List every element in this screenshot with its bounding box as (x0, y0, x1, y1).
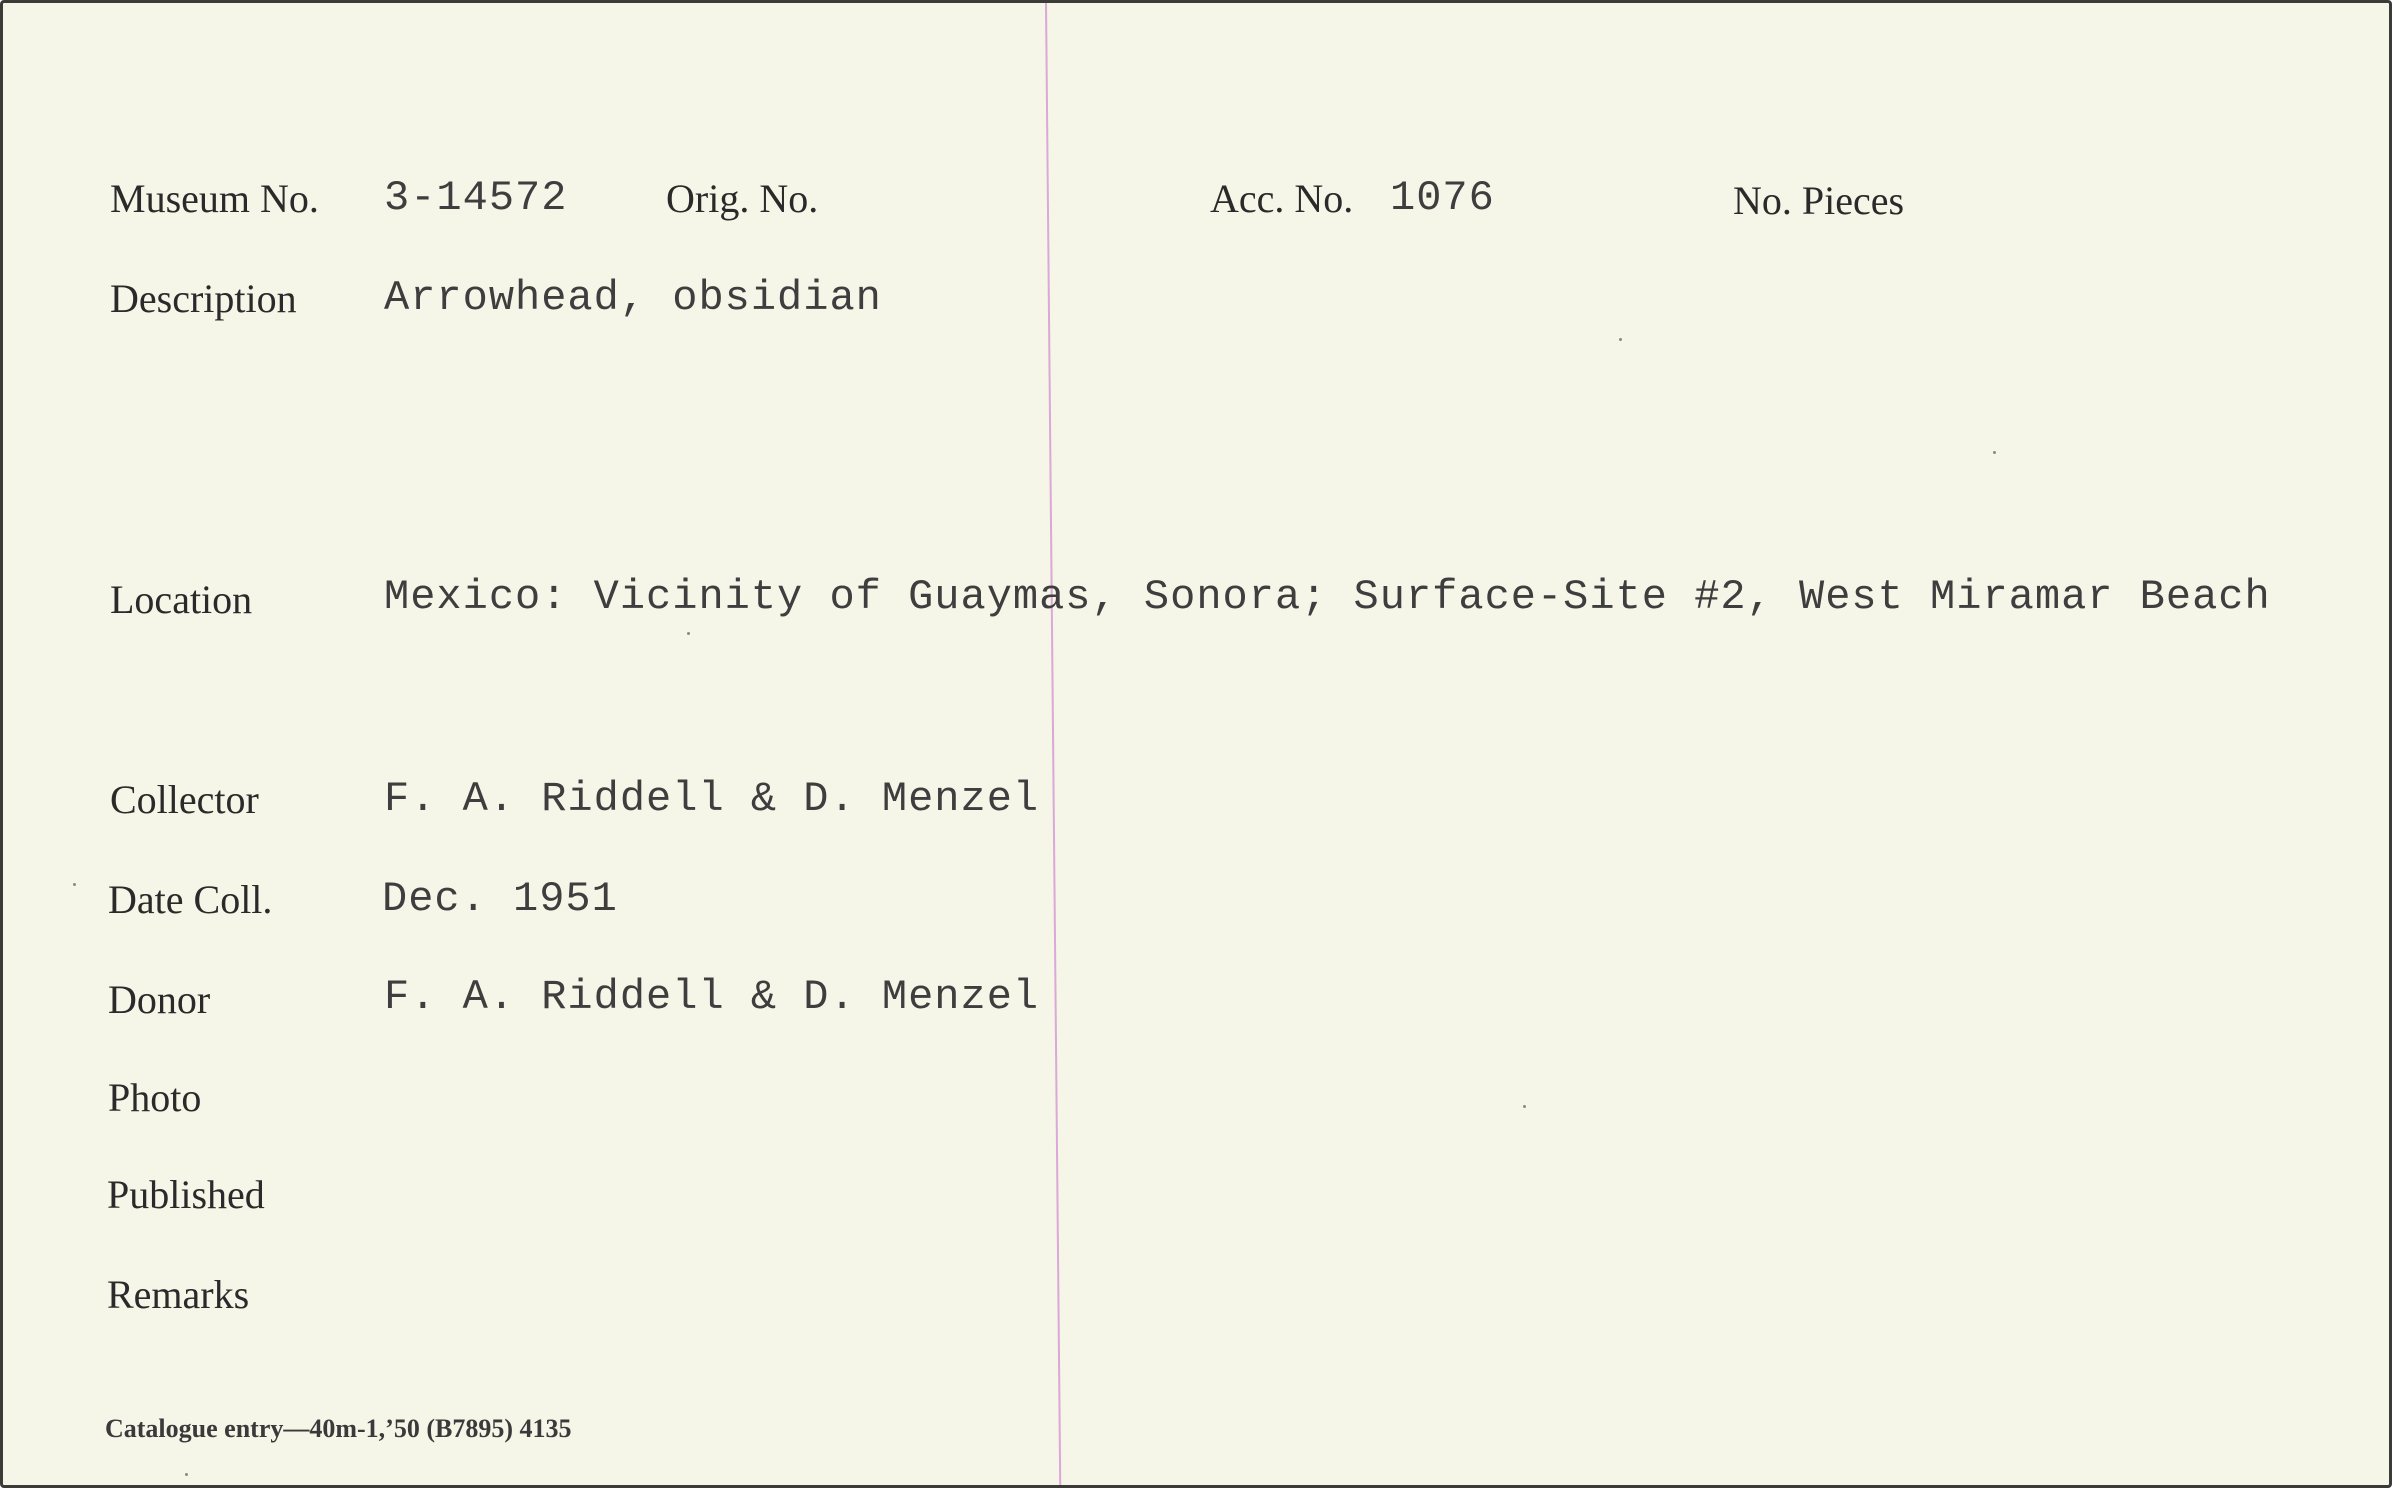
paper-speck (687, 632, 690, 635)
paper-speck (73, 883, 76, 886)
location-value: Mexico: Vicinity of Guaymas, Sonora; Surface-Site #2, West Miramar Beach (384, 573, 2271, 621)
acc-no-label: Acc. No. (1210, 176, 1354, 221)
no-pieces-label: No. Pieces (1733, 178, 1905, 223)
paper-speck (1619, 338, 1622, 341)
remarks-label: Remarks (107, 1272, 250, 1317)
donor-value: F. A. Riddell & D. Menzel (384, 973, 1040, 1021)
collector-value: F. A. Riddell & D. Menzel (384, 775, 1040, 823)
donor-label: Donor (108, 977, 211, 1022)
paper-speck (185, 1473, 188, 1476)
paper-speck (1523, 1105, 1526, 1108)
catalogue-entry-footer: Catalogue entry—40m-1,’50 (B7895) 4135 (105, 1414, 572, 1443)
collector-label: Collector (110, 777, 259, 822)
description-label: Description (110, 276, 297, 321)
date-coll-value: Dec. 1951 (382, 875, 618, 923)
museum-no-label: Museum No. (110, 176, 319, 221)
date-coll-label: Date Coll. (108, 877, 273, 922)
margin-rule-line (1045, 3, 1061, 1488)
paper-speck (1993, 451, 1996, 454)
museum-no-value: 3-14572 (384, 174, 568, 222)
description-value: Arrowhead, obsidian (384, 274, 882, 322)
location-label: Location (110, 577, 253, 622)
published-label: Published (107, 1172, 265, 1217)
photo-label: Photo (108, 1075, 202, 1120)
orig-no-label: Orig. No. (666, 176, 819, 221)
acc-no-value: 1076 (1390, 174, 1495, 222)
